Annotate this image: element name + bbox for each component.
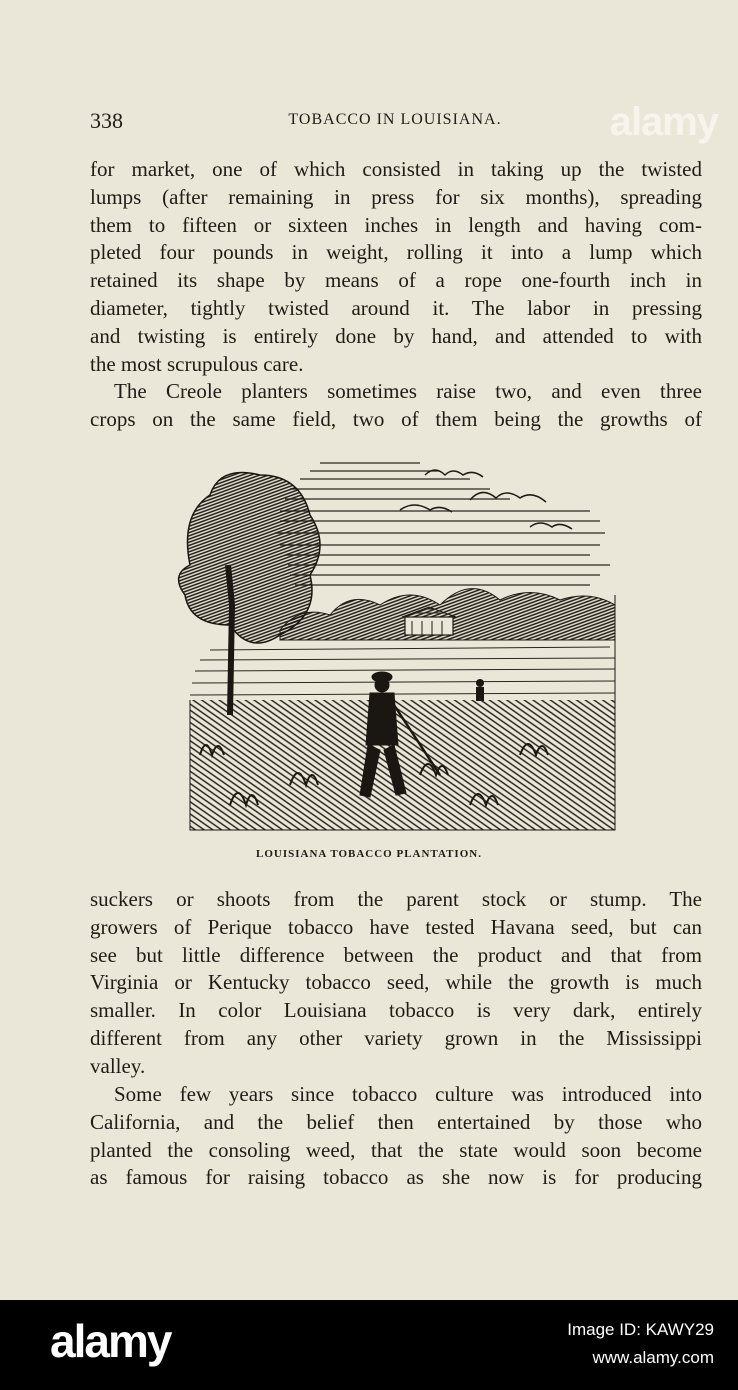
text-line: valley. bbox=[90, 1053, 146, 1078]
text-line: diameter, tightly twisted around it. The labor in pressing bbox=[90, 295, 702, 320]
alamy-url: www.alamy.com bbox=[592, 1348, 714, 1367]
text-line: them to fifteen or sixteen inches in length and having com- bbox=[90, 212, 702, 237]
text-line: growers of Perique tobacco have tested Havana seed, but can bbox=[90, 914, 702, 939]
text-line: and twisting is entirely done by hand, and attended to with bbox=[90, 323, 702, 348]
running-head bbox=[90, 108, 700, 136]
paragraph-creole-planters bbox=[90, 378, 702, 434]
text-line: for market, one of which consisted in taking up the twisted bbox=[90, 157, 702, 181]
text-line: different from any other variety grown in the Mississippi bbox=[90, 1025, 702, 1050]
text-line: California, and the belief then entertained by those who bbox=[90, 1109, 702, 1134]
alamy-watermark: alamy bbox=[609, 100, 718, 144]
text-line: lumps (after remaining in press for six months), spreading bbox=[90, 184, 702, 209]
text-line: Virginia or Kentucky tobacco seed, while the growth is much bbox=[90, 970, 702, 995]
alamy-logo: alamy bbox=[50, 1315, 171, 1367]
text-line: suckers or shoots from the parent stock or stump. The bbox=[90, 887, 702, 911]
text-line: the most scrupulous care. bbox=[90, 351, 304, 376]
text-line: retained its shape by means of a rope one-fourth inch in bbox=[90, 268, 702, 293]
text-line: planted the consoling weed, that the state would soon become bbox=[90, 1137, 702, 1162]
paragraph-california bbox=[90, 1081, 702, 1192]
paragraph-continuation bbox=[90, 156, 702, 378]
plantation-engraving bbox=[170, 455, 620, 840]
figure-caption: LOUISIANA TOBACCO PLANTATION. bbox=[256, 848, 482, 860]
running-title: TOBACCO IN LOUISIANA. bbox=[288, 111, 502, 128]
text-line: The Creole planters sometimes raise two, and even three bbox=[114, 379, 702, 403]
text-line: Some few years since tobacco culture was introduced into bbox=[114, 1082, 702, 1106]
paragraph-suckers bbox=[90, 886, 702, 1081]
text-line: pleted four pounds in weight, rolling it into a lump which bbox=[90, 240, 702, 265]
text-line: smaller. In color Louisiana tobacco is very dark, entirely bbox=[90, 998, 702, 1023]
text-line: crops on the same field, two of them being the growths of bbox=[90, 406, 702, 431]
text-line: as famous for raising tobacco as she now is for producing bbox=[90, 1165, 702, 1190]
text-line: see but little difference between the product and that from bbox=[90, 942, 702, 967]
image-id-label: Image ID: KAWY29 bbox=[567, 1320, 714, 1339]
alamy-footer-bar bbox=[0, 1300, 738, 1390]
page-number: 338 bbox=[90, 108, 123, 133]
